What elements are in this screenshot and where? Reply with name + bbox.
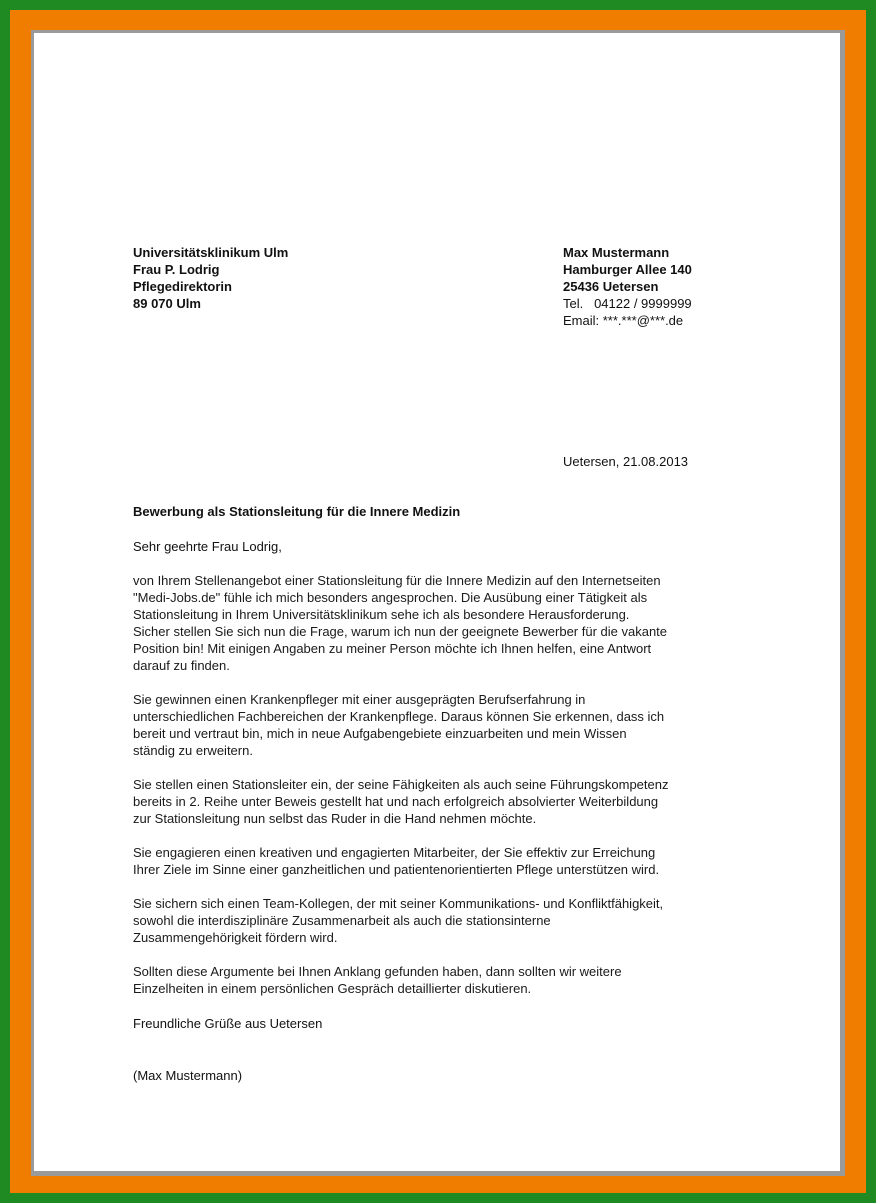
body-paragraph xyxy=(133,963,753,997)
sender-street: Hamburger Allee 140 xyxy=(563,262,692,277)
subject-line: Bewerbung als Stationsleitung für die Innere Medizin xyxy=(133,504,461,519)
paragraph-line: sowohl die interdisziplinäre Zusammenarbeit als auch die stationsinterne xyxy=(133,913,551,928)
paragraph-line: bereits in 2. Reihe unter Beweis gestellt hat und nach erfolgreich absolvierter Weiterbildung xyxy=(133,794,659,809)
body-paragraph xyxy=(133,844,753,878)
paragraph-line: Position bin! Mit einigen Angaben zu meiner Person möchte ich Ihnen helfen, eine Antwort xyxy=(133,641,652,656)
body-paragraph xyxy=(133,895,753,946)
body-paragraph xyxy=(133,572,753,674)
paragraph-line: Sie stellen einen Stationsleiter ein, der seine Fähigkeiten als auch seine Führungskompetenz xyxy=(133,777,669,792)
paragraph-line: bereit und vertraut bin, mich in neue Aufgabengebiete einzuarbeiten und mein Wissen xyxy=(133,726,627,741)
sender-city: 25436 Uetersen xyxy=(563,279,659,294)
paragraph-line: Stationsleitung in Ihrem Universitätsklinikum sehe ich als besondere Herausforderung. xyxy=(133,607,630,622)
paragraph-line: Sollten diese Argumente bei Ihnen Anklang gefunden haben, dann sollten wir weitere xyxy=(133,964,622,979)
paragraph-line: Einzelheiten in einem persönlichen Gespräch detaillierter diskutieren. xyxy=(133,981,532,996)
recipient-line: Frau P. Lodrig xyxy=(133,262,220,277)
paragraph-line: Zusammengehörigkeit fördern wird. xyxy=(133,930,338,945)
recipient-line: Universitätsklinikum Ulm xyxy=(133,245,289,260)
recipient-line: Pflegedirektorin xyxy=(133,279,232,294)
paragraph-line: Sie sichern sich einen Team-Kollegen, der mit seiner Kommunikations- und Konfliktfähigkeit, xyxy=(133,896,664,911)
sender-name: Max Mustermann xyxy=(563,245,670,260)
paragraph-line: darauf zu finden. xyxy=(133,658,230,673)
body-paragraph xyxy=(133,691,753,759)
letter-page xyxy=(34,33,840,1171)
paragraph-line: Sie gewinnen einen Krankenpfleger mit einer ausgeprägten Berufserfahrung in xyxy=(133,692,586,707)
body-paragraph xyxy=(133,776,753,827)
paragraph-line: von Ihrem Stellenangebot einer Stationsleitung für die Innere Medizin auf den Internetseiten xyxy=(133,573,661,588)
paragraph-line: zur Stationsleitung nun selbst das Ruder in die Hand nehmen möchte. xyxy=(133,811,537,826)
paragraph-line: Sicher stellen Sie sich nun die Frage, warum ich nun der geeignete Bewerber für die vakante xyxy=(133,624,668,639)
paragraph-line: Sie engagieren einen kreativen und engagierten Mitarbeiter, der Sie effektiv zur Erreichung xyxy=(133,845,656,860)
signature: (Max Mustermann) xyxy=(133,1068,243,1083)
paragraph-line: Ihrer Ziele im Sinne einer ganzheitlichen und patientenorientierten Pflege unterstützen wird. xyxy=(133,862,660,877)
paragraph-line: unterschiedlichen Fachbereichen der Krankenpflege. Daraus können Sie erkennen, dass ich xyxy=(133,709,665,724)
place-date: Uetersen, 21.08.2013 xyxy=(563,454,689,469)
paragraph-line: ständig zu erweitern. xyxy=(133,743,253,758)
sender-email: Email: ***.***@***.de xyxy=(563,313,684,328)
closing: Freundliche Grüße aus Uetersen xyxy=(133,1016,323,1031)
sender-phone: Tel. 04122 / 9999999 xyxy=(563,296,692,311)
sender-address xyxy=(563,244,692,329)
recipient-address xyxy=(133,244,288,312)
paragraph-line: "Medi-Jobs.de" fühle ich mich besonders angesprochen. Die Ausübung einer Tätigkeit als xyxy=(133,590,648,605)
salutation: Sehr geehrte Frau Lodrig, xyxy=(133,539,282,554)
recipient-line: 89 070 Ulm xyxy=(133,296,201,311)
